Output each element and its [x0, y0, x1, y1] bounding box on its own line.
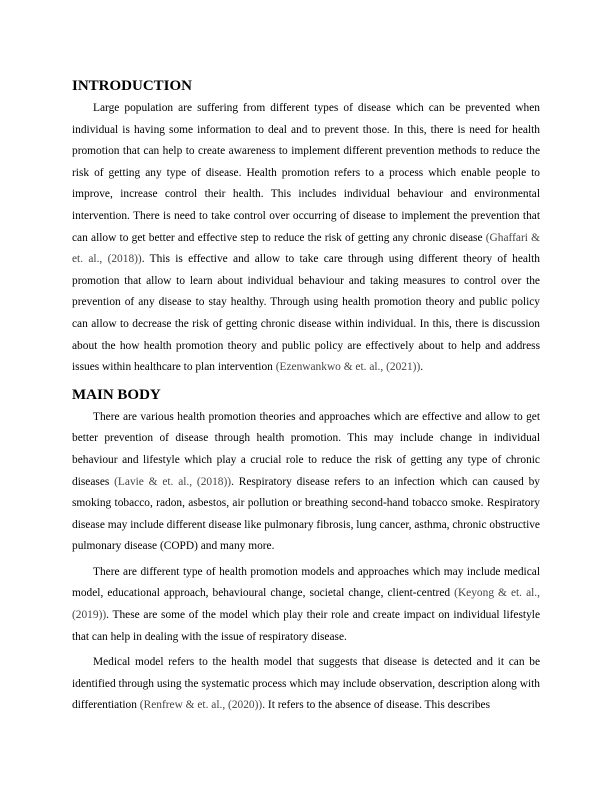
citation-ezenwankwo: (Ezenwankwo & et. al., (2021)): [275, 361, 421, 374]
main-body-paragraph-3: [72, 652, 540, 717]
heading-introduction: INTRODUCTION: [72, 78, 193, 94]
text-segment: . Respiratory disease refers to an infection which can caused by smoking tobacco, radon, asbestos, air pollution or breathing second-hand tobacco smoke. Respiratory disease may include different disease like pulmonary fibrosis, lung cancer, asthma, chronic obstructive pulmonary disease (COPD) and many more.: [72, 475, 541, 553]
citation-renfrew: (Renfrew & et. al., (2020)): [139, 699, 263, 712]
text-segment: . It refers to the absence of disease. This describes: [262, 699, 491, 712]
main-body-paragraph-1: [72, 407, 540, 558]
text-segment: There are different type of health promotion models and approaches which may include medical model, educational approach, behavioural change, societal change, client-centred: [72, 565, 540, 600]
text-segment: . This is effective and allow to take care through using different theory of health promotion that allow to learn about individual behaviour and taking measures to control over the prevention of any disease to stay healthy. Through using health promotion theory and public policy can allow to decrease the risk of getting chronic disease within individual. In this, there is discussion about the how health promotion theory and public policy are effectively about to help and address issues within healthcare to plan intervention: [72, 253, 540, 374]
text-segment: Large population are suffering from different types of disease which can be prevented when individual is having some information to deal and to prevent those. In this, there is need for health promotion that can help to create awareness to implement different prevention methods to reduce the risk of getting any type of disease. Health promotion refers to a process which enable people to improve, increase control their health. This includes individual behaviour and environmental intervention. There is need to take control over occurring of disease to implement the prevention that can allow to get better and effective step to reduce the risk of getting any chronic disease: [72, 102, 540, 244]
text-segment: Medical model refers to the health model that suggests that disease is detected and it can be identified through using the systematic process which may include observation, description along with differentiation: [72, 656, 540, 712]
text-segment: . These are some of the model which play their role and create impact on individual lifestyle that can help in dealing with the issue of respiratory disease.: [72, 609, 540, 643]
text-segment: There are various health promotion theories and approaches which are effective and allow to get better prevention of disease through health promotion. This may include change in individual behaviour and lifestyle which play a crucial role to reduce the risk of getting any type of chronic diseases: [72, 410, 540, 488]
text-segment: .: [420, 361, 424, 374]
main-body-paragraph-2: [72, 562, 540, 648]
document-content: [72, 76, 540, 721]
heading-main-body: MAIN BODY: [72, 386, 161, 403]
citation-ghaffari: (Ghaffari & et. al., (2018)): [72, 231, 541, 266]
citation-lavie: (Lavie & et. al., (2018)): [114, 475, 232, 488]
introduction-paragraph: [72, 98, 540, 379]
citation-keyong: (Keyong & et. al., (2019)): [72, 587, 540, 622]
